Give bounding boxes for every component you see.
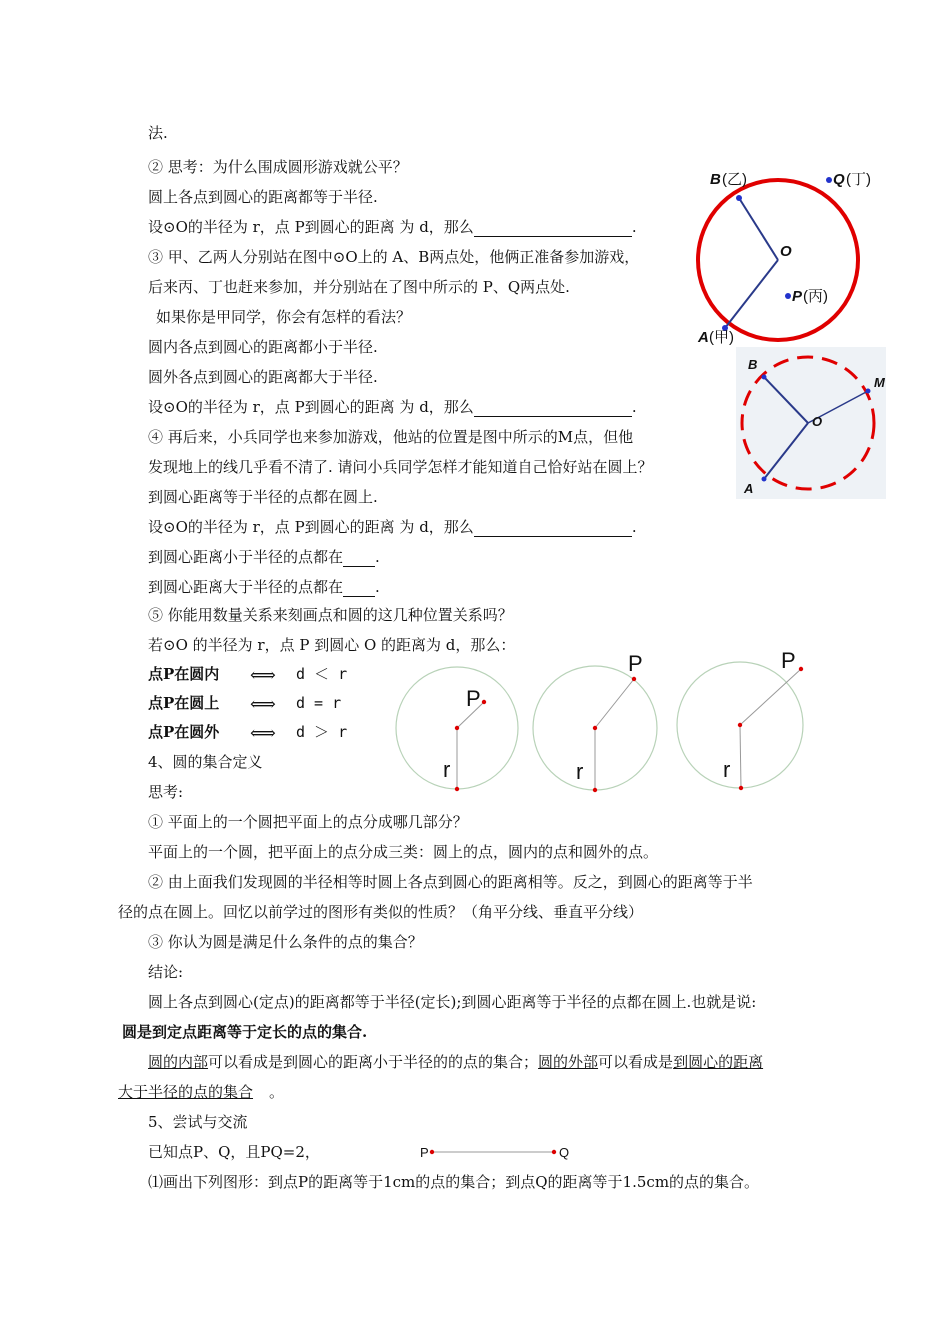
point-p [785, 293, 791, 299]
text-line: ② 由上面我们发现圆的半径相等时圆上各点到圆心的距离相等。反之，到圆心的距离等于半 [148, 873, 753, 891]
label-p: P [466, 686, 481, 711]
center-point [593, 726, 597, 730]
point-p [632, 677, 636, 681]
text-line: 径的点在圆上。回忆以前学过的图形有类似的性质？（角平分线、垂直平分线） [118, 903, 644, 921]
relation-expression: d = r [296, 694, 342, 712]
line-text: 可以看成是 [598, 1053, 674, 1071]
label-b: B [748, 357, 758, 372]
label-r: r [443, 757, 451, 782]
equivalence-arrow: ⟺ [250, 694, 276, 715]
line-period: . [375, 578, 380, 596]
text-line: 到圆心距离等于半径的点都在圆上. [148, 488, 378, 506]
text-line [148, 517, 637, 537]
circle-point [455, 787, 459, 791]
text-line: 圆上各点到圆心(定点)的距离都等于半径(定长);到圆心距离等于半径的点都在圆上.也就是说: [148, 993, 757, 1011]
line-period: . [631, 518, 637, 536]
text-line [148, 577, 380, 597]
text-line: ③ 甲、乙两人分别站在图中⊙O上的 A、B两点处，他俩正准备参加游戏， [148, 248, 640, 266]
text-line [148, 547, 380, 567]
label-p: P [792, 288, 803, 305]
relation-outside [148, 722, 388, 744]
pq-segment-figure [418, 1140, 578, 1164]
text-line: ① 平面上的一个圆把平面上的点分成哪几部分？ [148, 813, 468, 831]
line-text: 可以看成是到圆心的距离小于半径的的点的集合； [208, 1053, 539, 1071]
radius-ob [739, 198, 778, 260]
line-text: 。 [269, 1083, 285, 1101]
text-line: ② 思考：为什么围成圆形游戏就公平？ [148, 158, 408, 176]
text-line: ③ 你认为圆是满足什么条件的点的集合？ [148, 933, 423, 951]
relation-label: 点P在圆外 [148, 723, 220, 741]
answer-blank[interactable] [474, 520, 632, 537]
label-r: r [723, 757, 731, 782]
radius [740, 725, 741, 788]
position-relations-figure [390, 645, 820, 795]
answer-blank[interactable] [343, 580, 375, 597]
label-o: O [812, 414, 823, 429]
text-line: 已知点P、Q，且PQ=2， [148, 1143, 320, 1161]
relation-label: 点P在圆内 [148, 665, 220, 683]
label-p: P [420, 1145, 429, 1160]
underlined-term: 圆的外部 [538, 1053, 599, 1071]
line-period: . [375, 548, 380, 566]
point-a [762, 477, 767, 482]
text-line [118, 1082, 284, 1102]
text-line: 圆上各点到圆心的距离都等于半径. [148, 188, 378, 206]
center-point [738, 723, 742, 727]
circle-point [593, 788, 597, 792]
line-text: 设⊙O的半径为 r，点 P到圆心的距离 为 d，那么 [148, 398, 474, 416]
label-q-name: (丁) [846, 171, 871, 188]
faded-circle-figure [736, 347, 886, 499]
label-a: A [744, 481, 754, 496]
line-period: . [631, 218, 637, 236]
relation-inside [148, 664, 388, 686]
text-line: 法. [148, 124, 168, 142]
text-line: 思考: [148, 783, 184, 801]
label-q: Q [833, 171, 845, 188]
text-line: 圆外各点到圆心的距离都大于半径. [148, 368, 378, 386]
point-q [826, 177, 832, 183]
text-line: ⑤ 你能用数量关系来刻画点和圆的这几种位置关系吗？ [148, 606, 513, 624]
point-b [736, 195, 742, 201]
point-p [430, 1150, 434, 1154]
underlined-term: 圆的内部 [148, 1053, 209, 1071]
relation-expression: d ＞ r [296, 723, 348, 741]
line-text: 到圆心距离大于半径的点都在 [148, 578, 344, 596]
relation-expression: d ＜ r [296, 665, 348, 683]
point-m [866, 389, 871, 394]
text-line [148, 397, 637, 417]
answer-blank[interactable] [474, 400, 632, 417]
underlined-answer: 到圆心的距离 [673, 1053, 764, 1071]
text-line: 若⊙O 的半径为 r，点 P 到圆心 O 的距离为 d，那么： [148, 636, 516, 654]
text-line: ⑴画出下列图形：到点P的距离等于1cm的点的集合；到点Q的距离等于1.5cm的点的集合。 [148, 1173, 760, 1191]
label-q: Q [559, 1145, 570, 1160]
label-p: P [781, 648, 796, 673]
line-text: 设⊙O的半径为 r，点 P到圆心的距离 为 d，那么 [148, 218, 474, 236]
text-line: 平面上的一个圆，把平面上的点分成三类：圆上的点，圆内的点和圆外的点。 [148, 843, 659, 861]
radius-oa [725, 260, 778, 328]
point-p [799, 667, 803, 671]
equivalence-arrow: ⟺ [250, 723, 276, 744]
label-p-name: (丙) [803, 288, 828, 305]
game-circle-figure [692, 160, 892, 350]
line-text: 设⊙O的半径为 r，点 P到圆心的距离 为 d，那么 [148, 518, 474, 536]
point-b [762, 375, 767, 380]
center-point [455, 726, 459, 730]
text-line: 结论: [148, 963, 184, 981]
answer-blank[interactable] [474, 220, 632, 237]
text-line: 发现地上的线几乎看不清了. 请问小兵同学怎样才能知道自己恰好站在圆上？ [148, 458, 653, 476]
line-period: . [631, 398, 637, 416]
text-line: 圆内各点到圆心的距离都小于半径. [148, 338, 378, 356]
relation-on [148, 693, 388, 715]
equivalence-arrow: ⟺ [250, 665, 276, 686]
segment-op [595, 679, 634, 728]
text-line: 如果你是甲同学，你会有怎样的看法？ [156, 308, 412, 326]
label-a: A [698, 329, 709, 346]
label-a-name: (甲) [709, 329, 734, 346]
label-p: P [628, 651, 643, 676]
text-line: 后来丙、丁也赶来参加，并分别站在了图中所示的 P、Q两点处. [148, 278, 570, 296]
section-heading: 5、尝试与交流 [148, 1113, 248, 1131]
underlined-answer: 大于半径的点的集合 [118, 1083, 254, 1101]
label-r: r [576, 759, 584, 784]
label-b-name: (乙) [722, 171, 747, 188]
segment-op [740, 669, 801, 725]
text-line [148, 217, 637, 237]
text-line [148, 1052, 763, 1072]
point-p [482, 700, 486, 704]
label-b: B [710, 171, 721, 188]
section-heading: 4、圆的集合定义 [148, 753, 263, 771]
label-o: O [780, 243, 792, 260]
definition-statement: 圆是到定点距离等于定长的点的集合. [122, 1023, 368, 1041]
answer-blank[interactable] [343, 550, 375, 567]
circle-point [739, 786, 743, 790]
figure-background [736, 347, 886, 499]
label-m: M [874, 375, 885, 390]
text-line: ④ 再后来，小兵同学也来参加游戏，他站的位置是图中所示的M点，但他 [148, 428, 634, 446]
line-text: 到圆心距离小于半径的点都在 [148, 548, 344, 566]
point-q [552, 1150, 556, 1154]
relation-label: 点P在圆上 [148, 694, 220, 712]
